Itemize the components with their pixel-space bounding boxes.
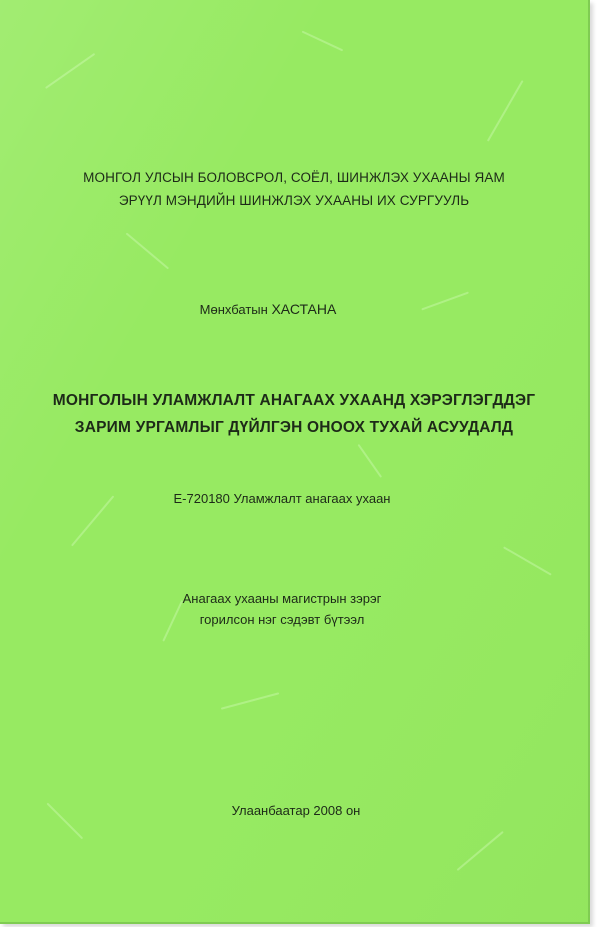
place-and-year: Улаанбаатар 2008 он: [231, 803, 361, 818]
author-given-name: Мөнхбатын: [199, 302, 268, 317]
paper-fiber: [45, 53, 95, 89]
university-name: ЭРҮҮЛ МЭНДИЙН ШИНЖЛЭХ УХААНЫ ИХ СУРГУУЛЬ: [118, 193, 470, 208]
author-name: [0, 301, 562, 317]
thesis-title-line-2: ЗАРИМ УРГАМЛЫГ ДҮЙЛГЭН ОНООХ ТУХАЙ АСУУДАЛД: [74, 419, 514, 436]
paper-fiber: [302, 31, 343, 51]
paper-fiber: [358, 444, 382, 478]
paper-fiber: [221, 692, 279, 709]
ministry-name: МОНГОЛ УЛСЫН БОЛОВСРОЛ, СОЁЛ, ШИНЖЛЭХ УХААНЫ ЯАМ: [83, 170, 505, 185]
paper-fiber: [126, 232, 169, 269]
degree-line-2: горилсон нэг сэдэвт бүтээл: [199, 612, 365, 627]
paper-fiber: [503, 546, 551, 575]
degree-line-1: Анагаах ухааны магистрын зэрэг: [182, 591, 382, 606]
paper-fiber: [457, 831, 504, 871]
paper-fiber: [487, 80, 523, 141]
thesis-title-line-1: МОНГОЛЫН УЛАМЖЛАЛТ АНАГААХ УХААНД ХЭРЭГЛЭГДДЭГ: [52, 392, 536, 409]
specialty-code: Е-720180 Уламжлалт анагаах ухаан: [173, 491, 391, 506]
author-surname: ХАСТАНА: [271, 301, 337, 317]
